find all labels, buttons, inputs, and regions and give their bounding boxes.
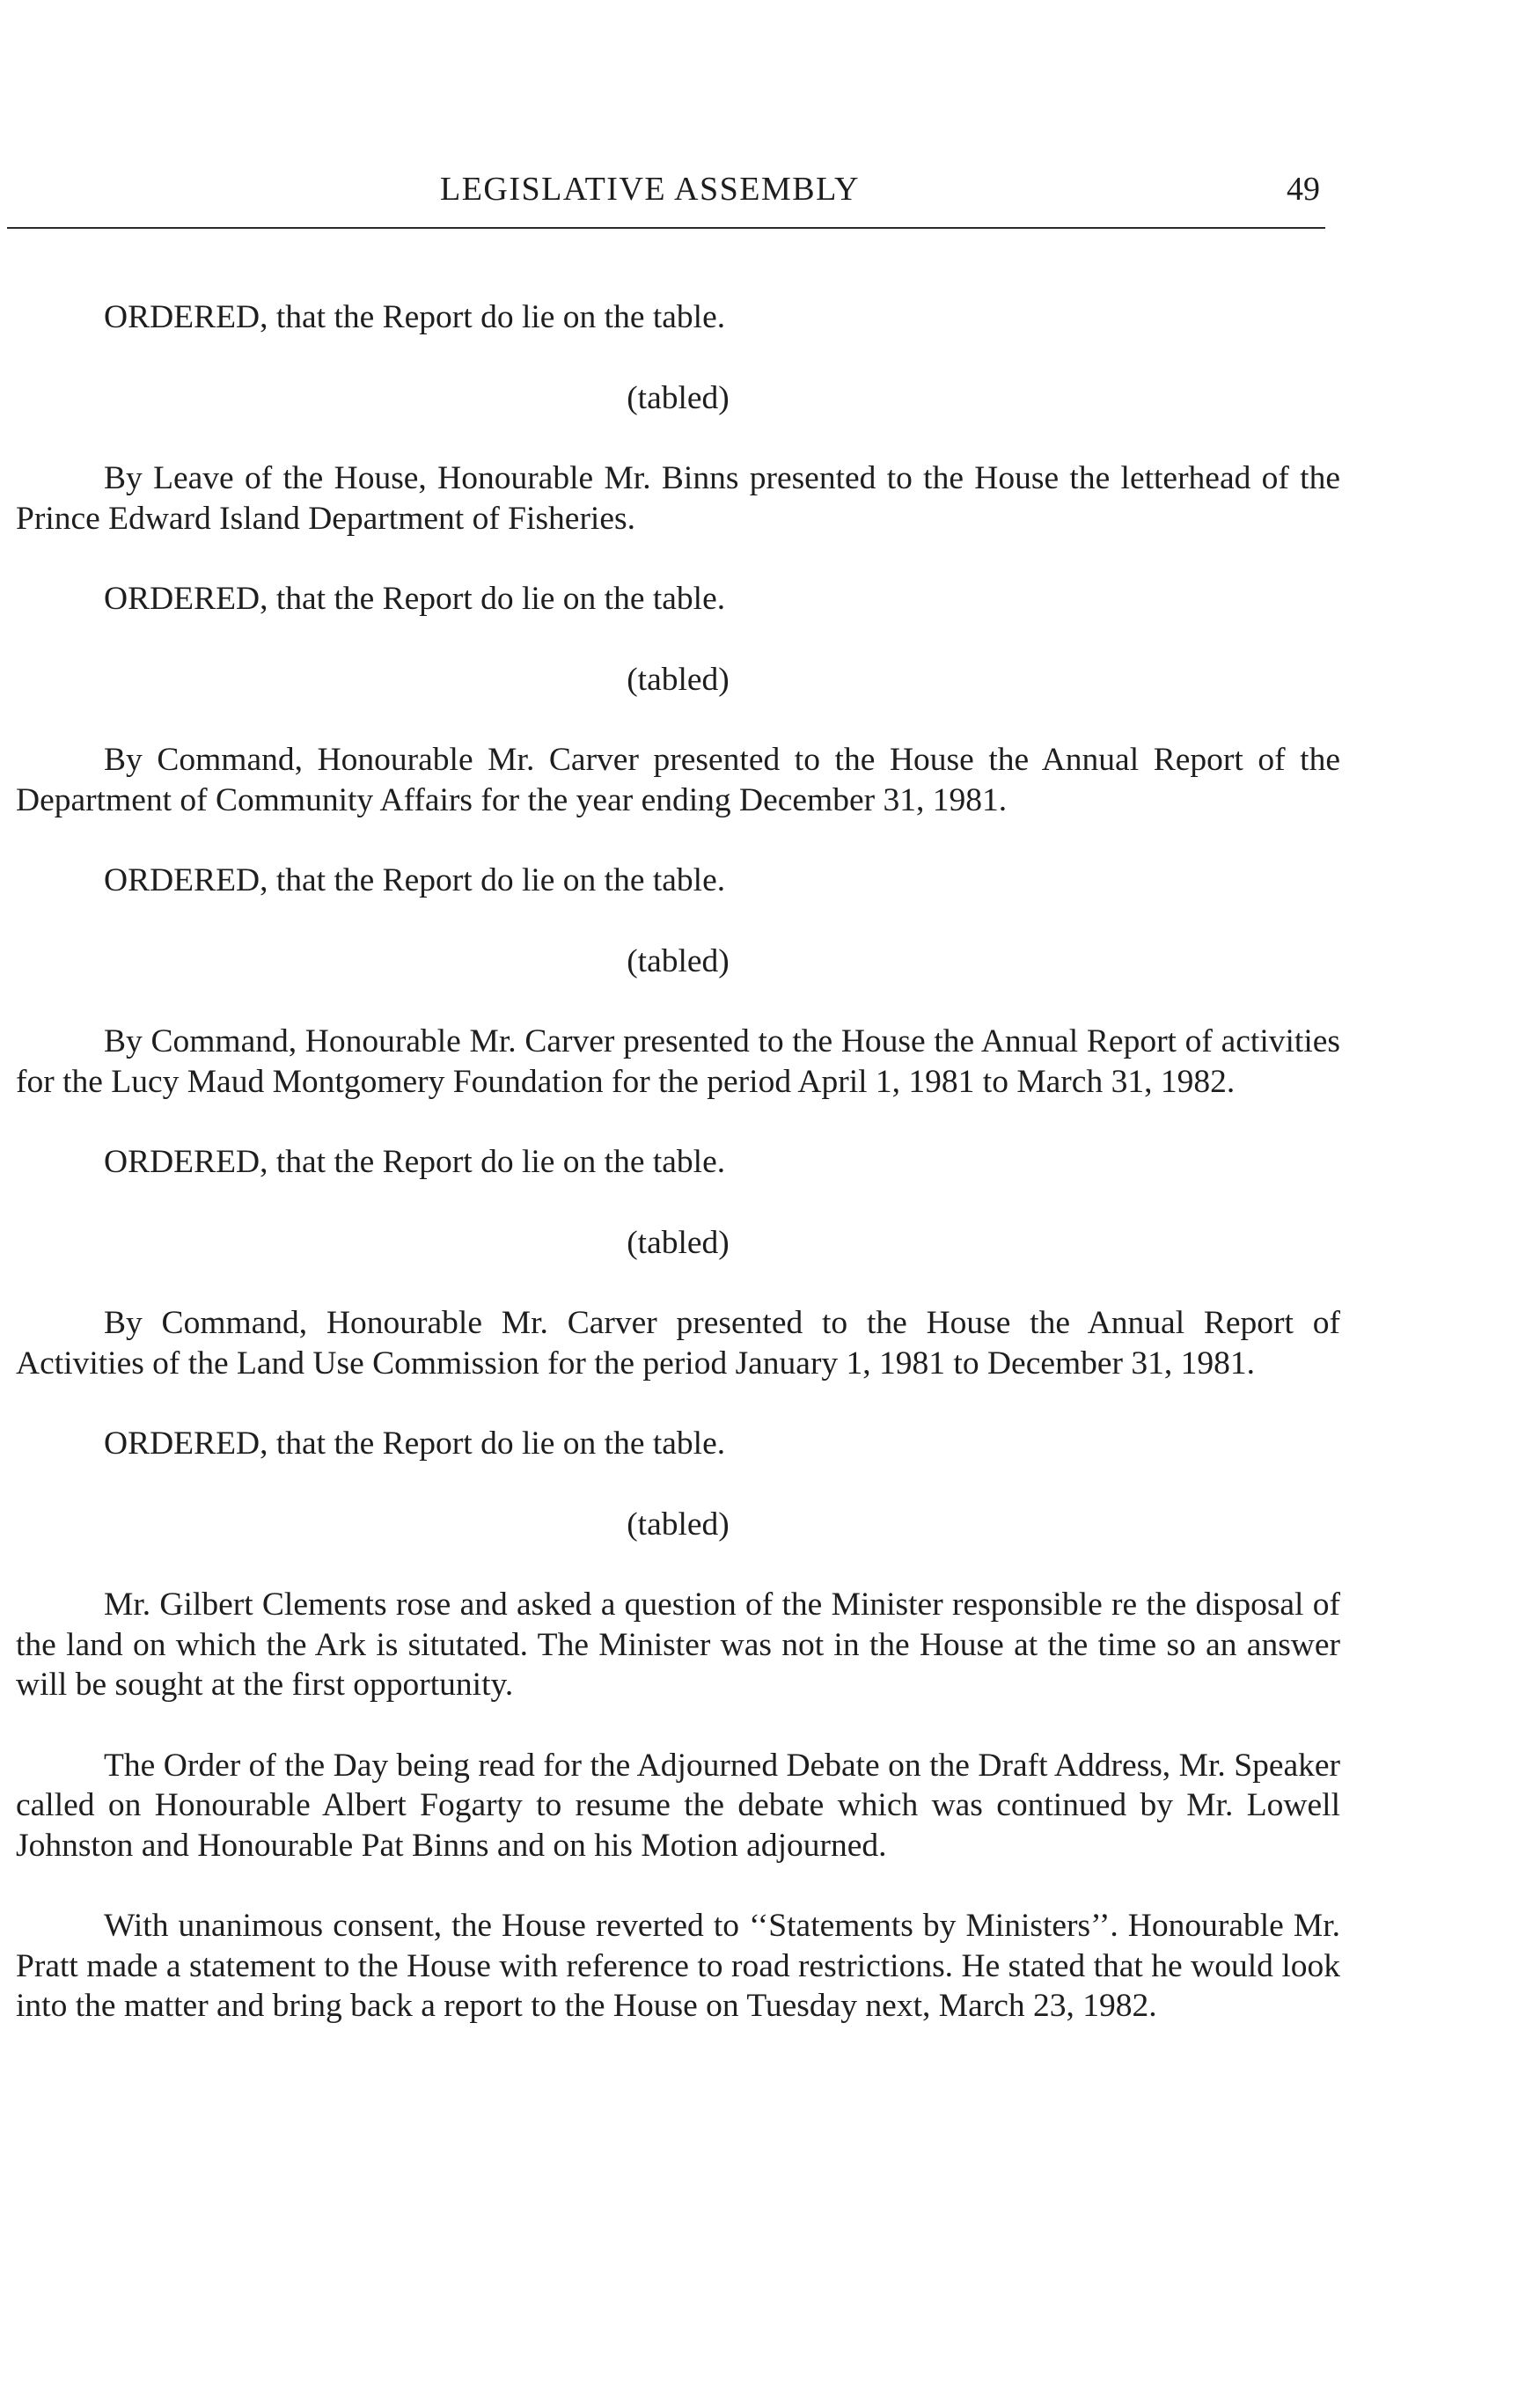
tabled-note: (tabled) [627, 1224, 730, 1261]
header-rule [7, 227, 1325, 229]
tabled-note: (tabled) [627, 942, 730, 979]
header-title: LEGISLATIVE ASSEMBLY [440, 171, 860, 208]
binns-letterhead-paragraph: By Leave of the House, Honourable Mr. Binns presented to the House the letterhead of the Prince Edward Island Department of Fisheries. [16, 460, 1340, 537]
clements-question-paragraph: Mr. Gilbert Clements rose and asked a question of the Minister responsible re the disposal of the land on which the Ark is situtated. The Minister was not in the House at the time so an answer will be sought at the first opportunity. [16, 1587, 1340, 1703]
adjourned-debate-paragraph: The Order of the Day being read for the Adjourned Debate on the Draft Address, Mr. Speaker called on Honourable Albert Fogarty to resume the debate which was continued by Mr. Lowell Johnston and Honourable Pat Binns and on his Motion adjourned. [16, 1747, 1340, 1864]
ordered-paragraph: ORDERED, that the Report do lie on the table. [104, 862, 726, 898]
ordered-paragraph: ORDERED, that the Report do lie on the table. [104, 299, 726, 335]
land-use-commission-paragraph: By Command, Honourable Mr. Carver presented to the House the Annual Report of Activities of the Land Use Commission for the period January 1, 1981 to December 31, 1981. [16, 1305, 1340, 1382]
montgomery-foundation-paragraph: By Command, Honourable Mr. Carver presented to the House the Annual Report of activities for the Lucy Maud Montgomery Foundation for the period April 1, 1981 to March 31, 1982. [16, 1023, 1340, 1100]
community-affairs-paragraph: By Command, Honourable Mr. Carver presented to the House the Annual Report of the Department of Community Affairs for the year ending December 31, 1981. [16, 742, 1340, 818]
tabled-note: (tabled) [627, 1506, 730, 1543]
tabled-note: (tabled) [627, 379, 730, 416]
ordered-paragraph: ORDERED, that the Report do lie on the table. [104, 581, 726, 617]
running-header [0, 167, 1540, 211]
ordered-paragraph: ORDERED, that the Report do lie on the table. [104, 1144, 726, 1180]
page-number: 49 [1287, 171, 1320, 208]
ministers-statement-paragraph: With unanimous consent, the House reverted to ‘‘Statements by Ministers’’. Honourable Mr. Pratt made a statement to the House with reference to road restrictions. He stated that he would look into the matter and bring back a report to the House on Tuesday next, March 23, 1982. [16, 1908, 1340, 2024]
body-text [16, 297, 1340, 2067]
tabled-note: (tabled) [627, 661, 730, 698]
ordered-paragraph: ORDERED, that the Report do lie on the table. [104, 1426, 726, 1462]
